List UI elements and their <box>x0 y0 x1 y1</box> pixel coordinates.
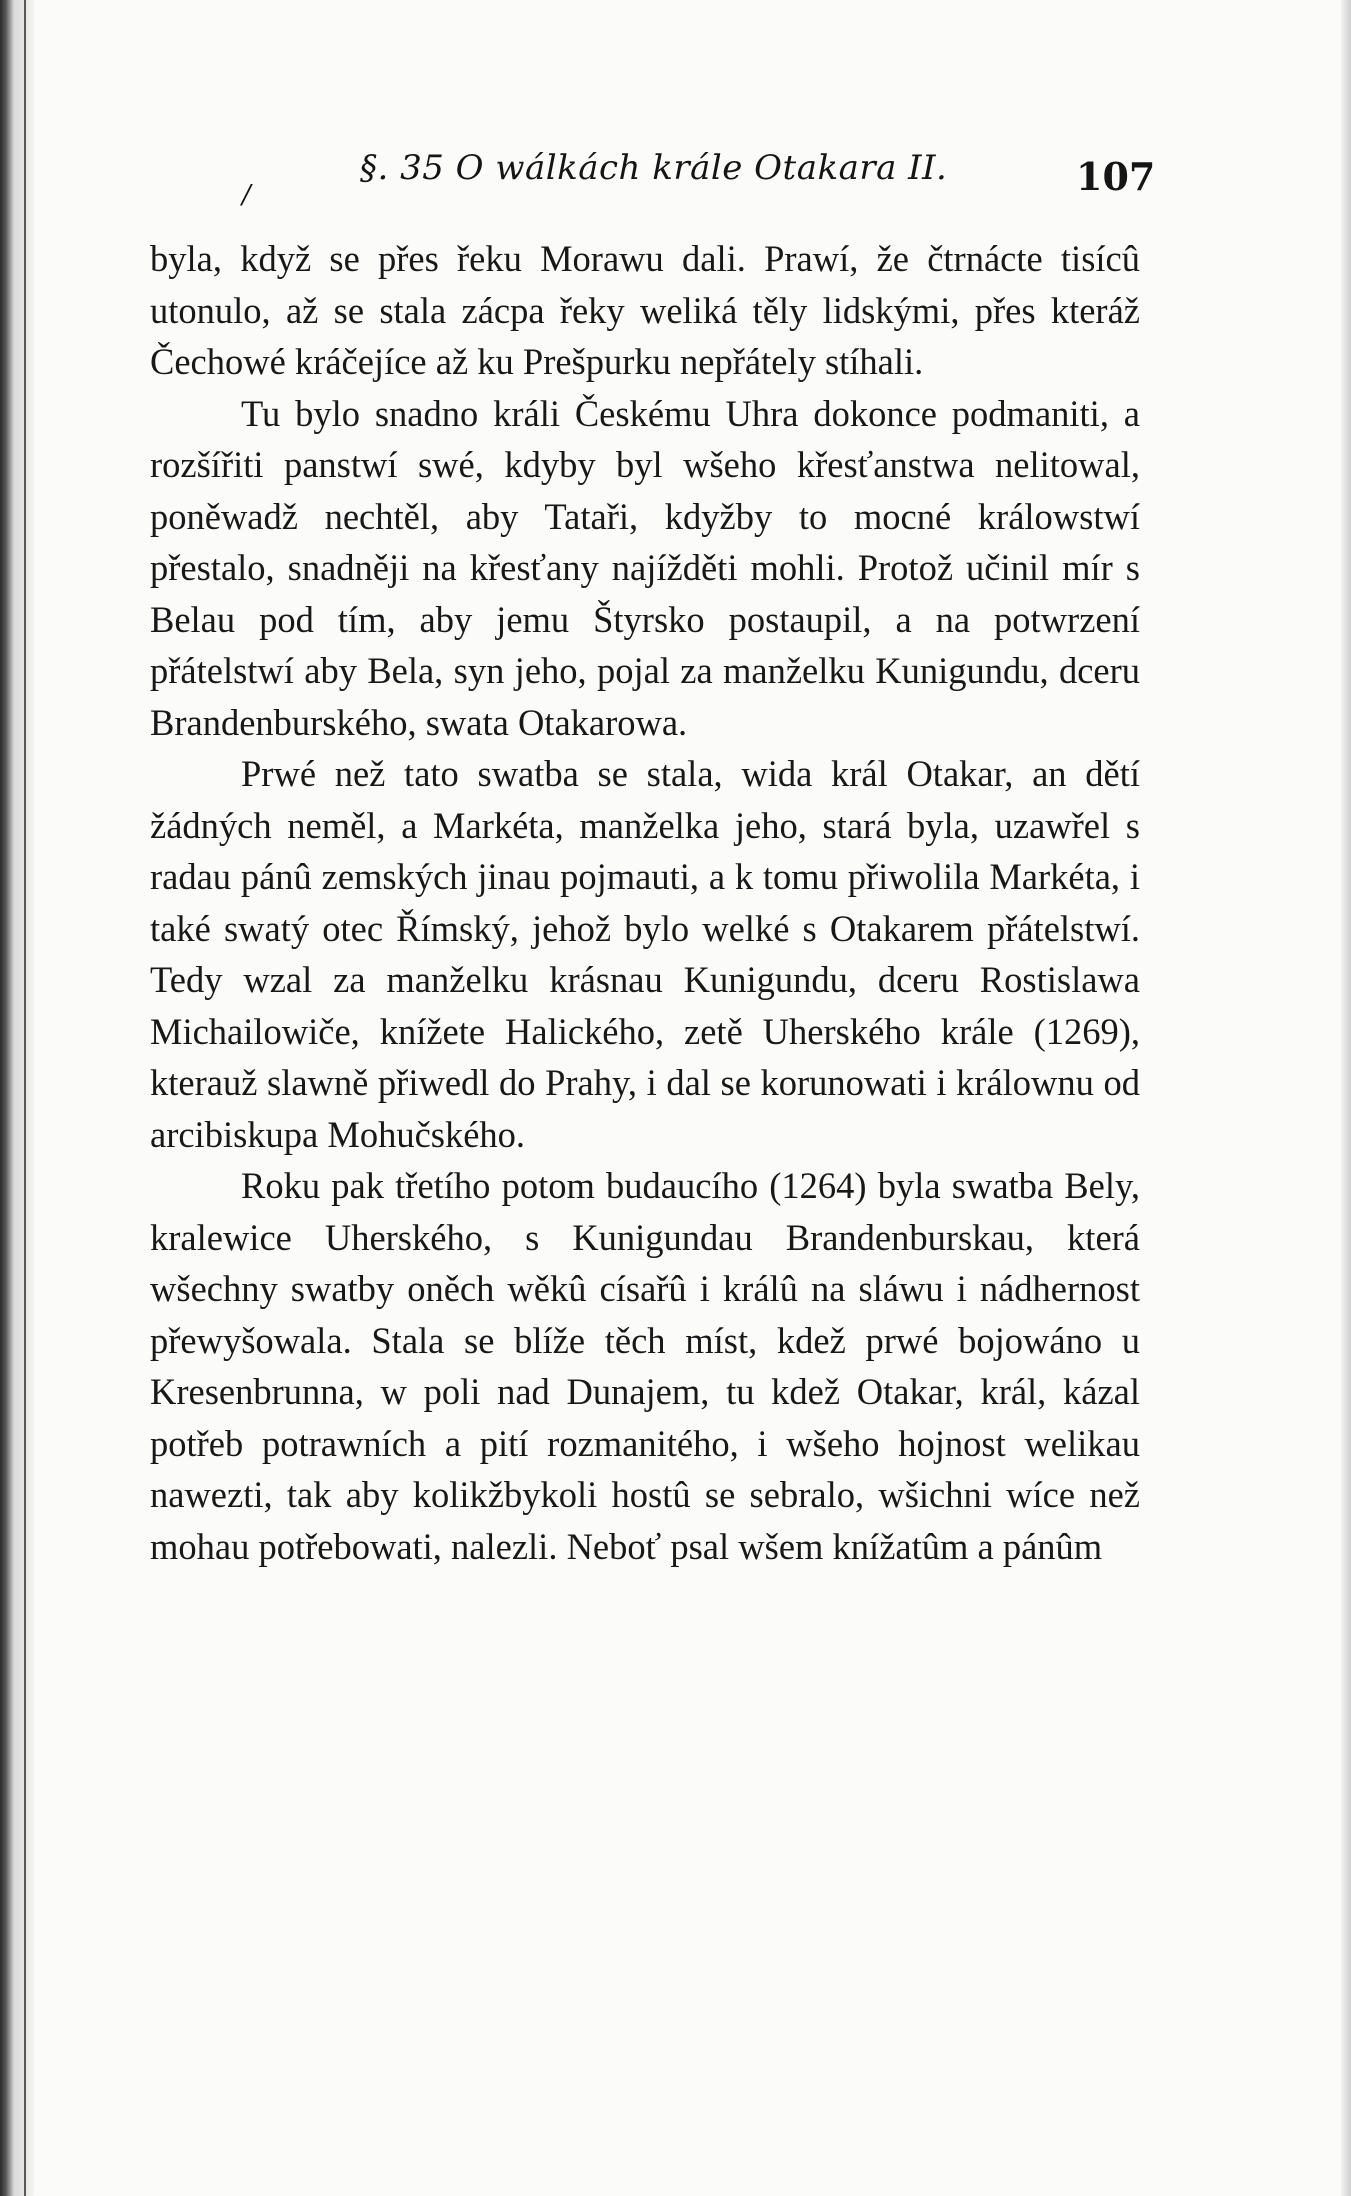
paragraph: Tu bylo snadno králi Českému Uhra dokonce podmaniti, a rozšířiti panstwí swé, kdyby byl wšeho křesťanstwa nelitowal, poněwadž nechtěl, aby Tataři, kdyžby to mocné králowstwí přestalo, snadněji na křesťany najížděti mohli. Protož učinil mír s Belau pod tím, aby jemu Štyrsko postaupil, a na potwrzení přátelstwí aby Bela, syn jeho, pojal za manželku Kunigundu, dceru Brandenburského, swata Otakarowa. <box>150 392 1140 743</box>
paragraph: Prwé než tato swatba se stala, wida král Otakar, an dětí žádných neměl, a Markéta, manželka jeho, stará byla, uzawřel s radau pánû zemských jinau pojmauti, a k tomu přiwolila Markéta, i také swatý otec Římský, jehož bylo welké s Otakarem přátelstwí. Tedy wzal za manželku krásnau Kunigundu, dceru Rostislawa Michailowiče, knížete Halického, zetě Uherského krále (1269), kterauž slawně přiwedl do Prahy, i dal se korunowati i králownu od arcibiskupa Mohučského. <box>150 753 1140 1155</box>
paragraph: byla, když se přes řeku Morawu dali. Prawí, že čtrnácte tisícû utonulo, až se stala zácpa řeky weliká těly lidskými, přes kteráž Čechowé kráčejíce až ku Prešpurku nepřátely stíhali. <box>150 238 1140 382</box>
chapter-title: §. 35 O wálkách krále Otakara II. <box>360 148 948 188</box>
binding-shadow-line <box>24 0 26 2196</box>
running-head <box>150 138 1156 210</box>
page-right-edge <box>1341 0 1351 2196</box>
page-binding-edge <box>0 0 34 2196</box>
head-mark: / <box>242 180 251 210</box>
paragraph: Roku pak třetího potom budaucího (1264) byla swatba Bely, kralewice Uherského, s Kunigundau Brandenburskau, která wšechny swatby oněch wěkû císařû i králû na sláwu i nádhernost přewyšowala. Stala se blíže těch míst, kdež prwé bojowáno u Kresenbrunna, w poli nad Dunajem, tu kdež Otakar, král, kázal potřeb potrawních a pití rozmanitého, i wšeho hojnost welikau nawezti, tak aby kolikžbykoli hostû se sebralo, wšichni wíce než mohau potřebowati, nalezli. Neboť psal wšem knížatûm a pánûm <box>150 1165 1140 1567</box>
page-number: 107 <box>1076 154 1156 199</box>
body-text <box>150 233 1140 1572</box>
